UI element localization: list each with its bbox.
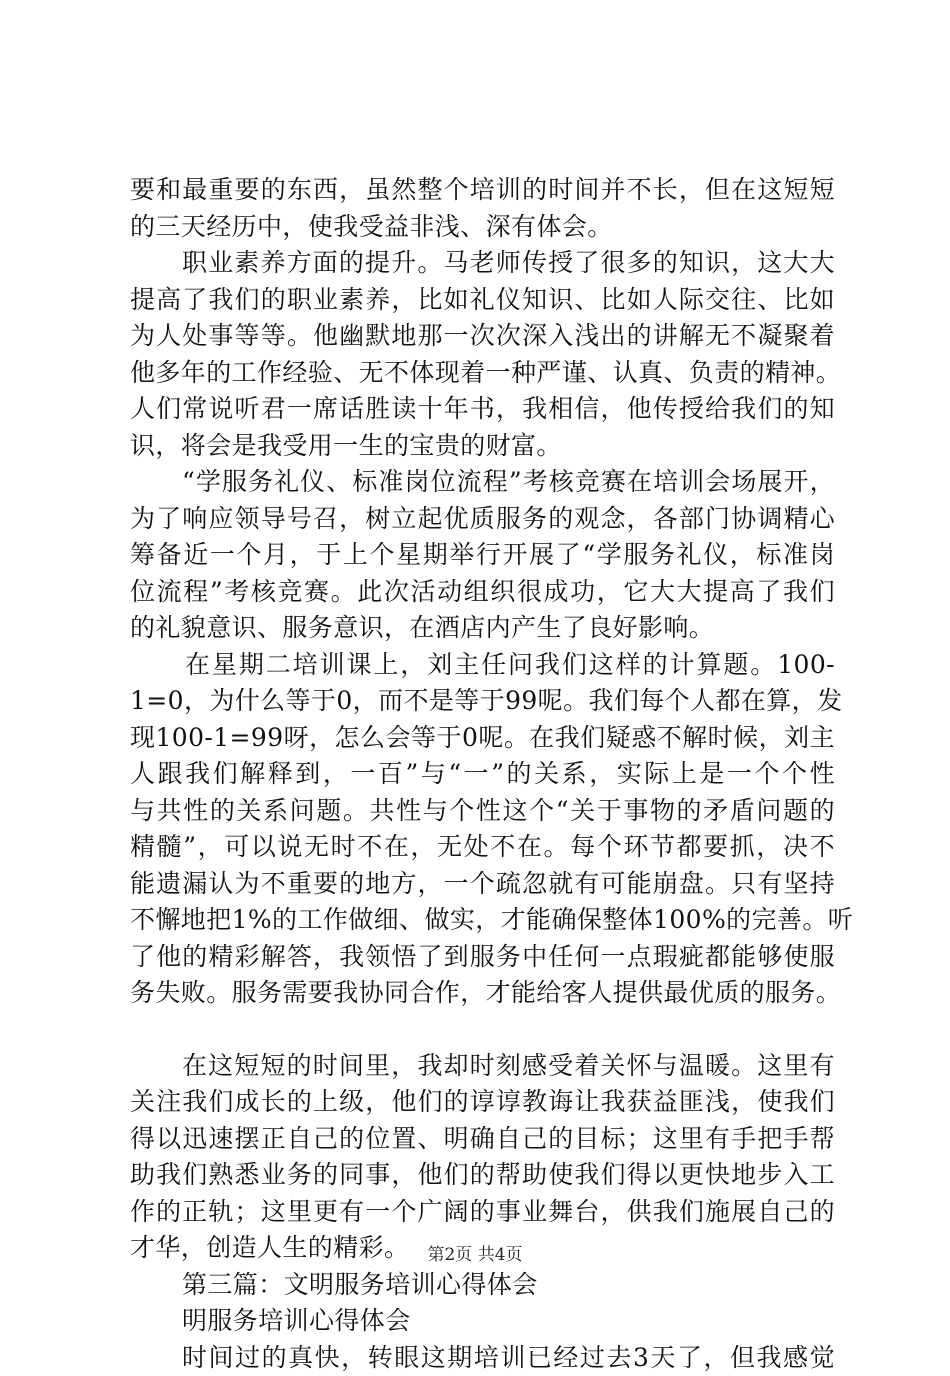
text-line: 1=0，为什么等于0，而不是等于99呢。我们每个人都在算，发 [130,683,835,720]
text-line: 的三天经历中，使我受益非浅、深有体会。 [130,209,835,246]
section-subheading: 明服务培训心得体会 [130,1303,835,1340]
section-heading: 第三篇：文明服务培训心得体会 [130,1267,835,1304]
text-line: 得以迅速摆正自己的位置、明确自己的目标；这里有手把手帮 [130,1121,835,1158]
text-line: 与共性的关系问题。共性与个性这个“关于事物的矛盾问题的 [130,793,835,830]
page-number: 第2页 共4页 [427,1245,522,1265]
text-line: 人跟我们解释到，一百”与“一”的关系，实际上是一个个性 [130,756,835,793]
text-line: 的礼貌意识、服务意识，在酒店内产生了良好影响。 [130,610,835,647]
text-line: 作的正轨；这里更有一个广阔的事业舞台，供我们施展自己的 [130,1194,835,1231]
text-line: 能遗漏认为不重要的地方，一个疏忽就有可能崩盘。只有坚持 [130,866,835,903]
text-line: 了他的精彩解答，我领悟了到服务中任何一点瑕疵都能够使服 [130,939,835,976]
text-line: 才华，创造人生的精彩。 [130,1230,835,1267]
text-line: “学服务礼仪、标准岗位流程”考核竞赛在培训会场展开， [130,464,835,501]
document-body [130,172,835,1376]
text-line: 提高了我们的职业素养，比如礼仪知识、比如人际交往、比如 [130,282,835,319]
text-line: 筹备近一个月，于上个星期举行开展了“学服务礼仪，标准岗 [130,537,835,574]
text-line: 职业素养方面的提升。马老师传授了很多的知识，这大大 [130,245,835,282]
text-line: 在这短短的时间里，我却时刻感受着关怀与温暖。这里有 [130,1048,835,1085]
page-footer [0,1244,950,1266]
text-line: 为人处事等等。他幽默地那一次次深入浅出的讲解无不凝聚着 [130,318,835,355]
text-line: 务失败。服务需要我协同合作，才能给客人提供最优质的服务。 [130,975,835,1012]
text-line: 精髓”，可以说无时不在，无处不在。每个环节都要抓，决不 [130,829,835,866]
text-line: 时间过的真快，转眼这期培训已经过去3天了，但我感觉 [130,1340,835,1376]
text-line: 位流程”考核竞赛。此次活动组织很成功，它大大提高了我们 [130,574,835,611]
text-line: 助我们熟悉业务的同事，他们的帮助使我们得以更快地步入工 [130,1157,835,1194]
text-line: 关注我们成长的上级，他们的谆谆教诲让我获益匪浅，使我们 [130,1084,835,1121]
text-line: 为了响应领导号召，树立起优质服务的观念，各部门协调精心 [130,501,835,538]
text-line: 在星期二培训课上，刘主任问我们这样的计算题。100- [130,647,835,684]
text-line: 人们常说听君一席话胜读十年书，我相信，他传授给我们的知 [130,391,835,428]
text-line: 识，将会是我受用一生的宝贵的财富。 [130,428,835,465]
text-line: 现100-1=99呀，怎么会等于0呢。在我们疑惑不解时候，刘主 [130,720,835,757]
paragraph-gap [130,1012,835,1048]
text-line: 他多年的工作经验、无不体现着一种严谨、认真、负责的精神。 [130,355,835,392]
text-line: 要和最重要的东西，虽然整个培训的时间并不长，但在这短短 [130,172,835,209]
text-line: 不懈地把1%的工作做细、做实，才能确保整体100%的完善。听 [130,902,835,939]
